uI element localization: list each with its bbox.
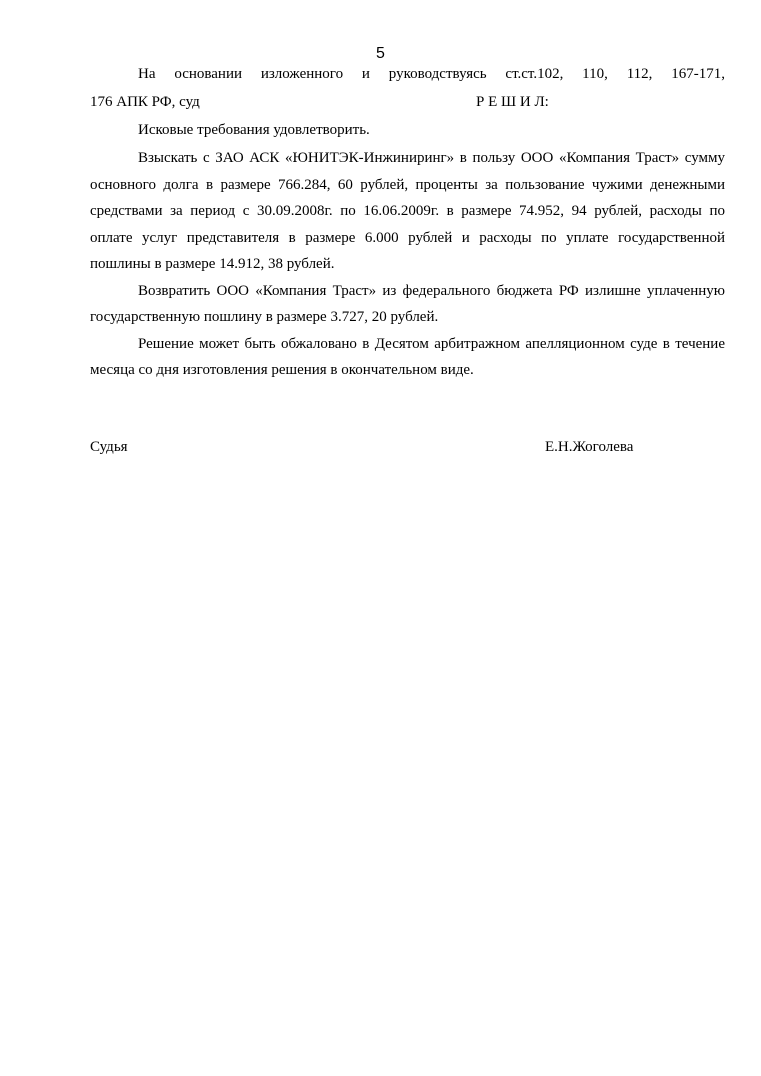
paragraph-recovery-line-5: пошлины в размере 14.912, 38 рублей. <box>90 256 335 272</box>
paragraph-recovery-line-4: оплате услуг представителя в размере 6.000 рублей и расходы по уплате государственной <box>90 230 725 246</box>
paragraph-appeal-line-2: месяца со дня изготовления решения в окончательном виде. <box>90 362 474 378</box>
intro-line-1: На основании изложенного и руководствуясь ст.ст.102, 110, 112, 167-171, <box>138 66 725 82</box>
signature-role: Судья <box>90 439 128 455</box>
decision-heading: Р Е Ш И Л: <box>476 94 549 110</box>
paragraph-recovery-line-2: основного долга в размере 766.284, 60 рублей, проценты за пользование чужими денежными <box>90 177 725 193</box>
signature-name: Е.Н.Жоголева <box>545 439 634 455</box>
paragraph-recovery-line-1: Взыскать с ЗАО АСК «ЮНИТЭК-Инжиниринг» в пользу ООО «Компания Траст» сумму <box>138 150 725 166</box>
page-number: 5 <box>376 45 385 62</box>
paragraph-refund-line-2: государственную пошлину в размере 3.727, 20 рублей. <box>90 309 439 325</box>
paragraph-recovery-line-3: средствами за период с 30.09.2008г. по 16.06.2009г. в размере 74.952, 94 рублей, расходы по <box>90 203 725 219</box>
paragraph-refund-line-1: Возвратить ООО «Компания Траст» из федерального бюджета РФ излишне уплаченную <box>138 283 725 299</box>
paragraph-claims-granted: Исковые требования удовлетворить. <box>138 122 370 138</box>
paragraph-appeal-line-1: Решение может быть обжаловано в Десятом арбитражном апелляционном суде в течение <box>138 336 725 352</box>
intro-line-2: 176 АПК РФ, суд <box>90 94 200 110</box>
